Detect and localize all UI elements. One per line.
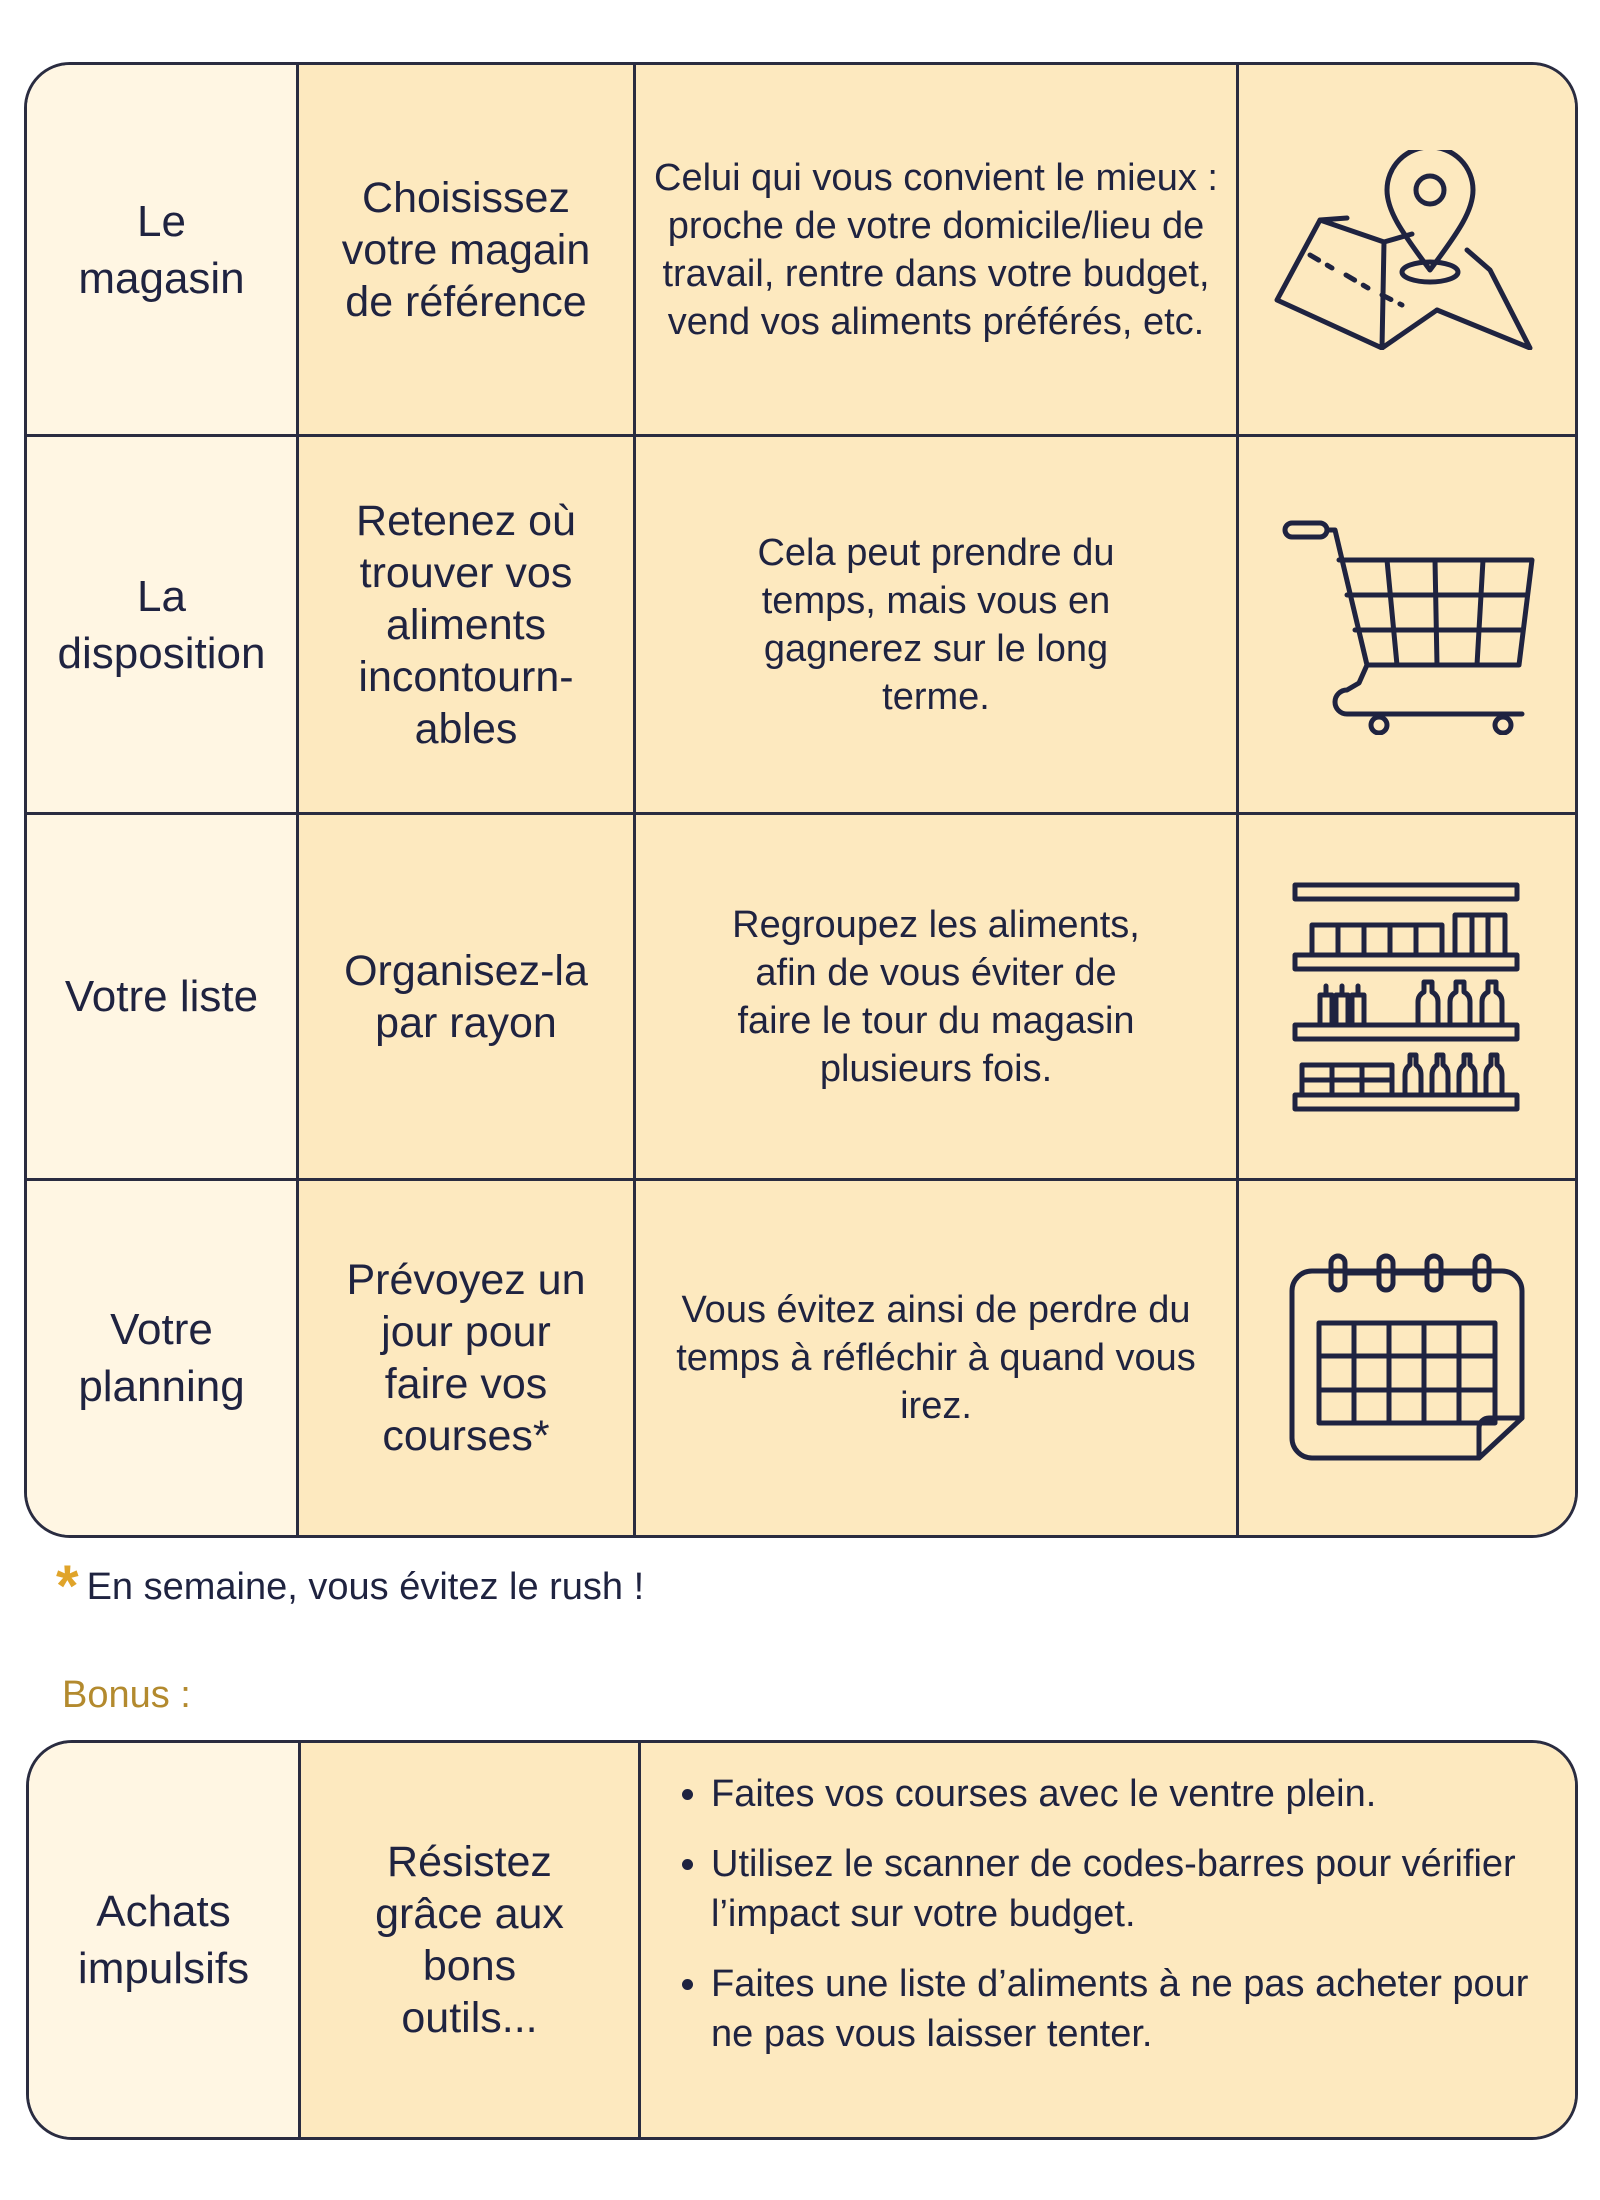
row-action-cell — [299, 65, 636, 437]
bonus-table — [26, 1740, 1578, 2140]
bonus-label: Achats impulsifs — [77, 1887, 250, 1993]
row-label: La disposition — [57, 571, 266, 678]
row-label: Votre planning — [78, 1305, 245, 1411]
shopping-cart-icon — [1277, 515, 1537, 735]
row-label-cell — [27, 1181, 299, 1535]
row-icon-cell — [1239, 437, 1575, 815]
row-description-cell — [636, 65, 1239, 437]
list-item: • Faites une liste d’aliments à ne pas acheter pour ne pas vous laisser tenter. — [711, 1959, 1545, 2059]
row-icon-cell — [1239, 65, 1575, 437]
bonus-tips-list — [671, 1769, 1545, 2059]
bonus-tips-cell — [641, 1743, 1575, 2137]
row-description: Regroupez les aliments, afin de vous éviter de faire le tour du magasin plusieurs fois. — [732, 903, 1140, 1090]
row-action: Choisissez votre magain de référence — [341, 173, 591, 326]
row-icon-cell — [1239, 815, 1575, 1181]
asterisk-icon: * — [56, 1554, 79, 1619]
row-action: Organisez-la par rayon — [344, 946, 588, 1047]
row-label-cell — [27, 65, 299, 437]
row-label: Le magasin — [78, 196, 245, 303]
list-item: • Faites vos courses avec le ventre plein. — [711, 1769, 1545, 1819]
row-action-cell — [299, 1181, 636, 1535]
footnote-text: En semaine, vous évitez le rush ! — [86, 1566, 645, 1608]
calendar-icon — [1287, 1253, 1527, 1463]
list-item: • Utilisez le scanner de codes-barres pour vérifier l’impact sur votre budget. — [711, 1839, 1545, 1939]
row-description: Celui qui vous convient le mieux : proche de votre domicile/lieu de travail, rentre dans votre budget, vend vos aliments préférés, etc. — [654, 156, 1218, 343]
map-pin-icon — [1272, 150, 1542, 350]
row-action: Retenez où trouver vos aliments incontourn-ables — [356, 496, 576, 753]
row-label-cell — [27, 437, 299, 815]
footnote — [56, 1554, 645, 1619]
bonus-action: Résistez grâce aux bons outils... — [375, 1838, 564, 2042]
bonus-title: Bonus : — [62, 1674, 191, 1716]
row-description-cell — [636, 437, 1239, 815]
row-description: Vous évitez ainsi de perdre du temps à réfléchir à quand vous irez. — [676, 1289, 1196, 1427]
bonus-label-cell — [29, 1743, 301, 2137]
row-description: Cela peut prendre du temps, mais vous en gagnerez sur le long terme. — [757, 531, 1115, 718]
row-action: Prévoyez un jour pour faire vos courses* — [346, 1256, 586, 1460]
row-icon-cell — [1239, 1181, 1575, 1535]
bonus-action-cell — [301, 1743, 641, 2137]
row-action-cell — [299, 815, 636, 1181]
store-shelves-icon — [1292, 882, 1522, 1112]
row-label: Votre liste — [64, 972, 259, 1021]
row-label-cell — [27, 815, 299, 1181]
row-description-cell — [636, 815, 1239, 1181]
row-action-cell — [299, 437, 636, 815]
tips-table — [24, 62, 1578, 1538]
row-description-cell — [636, 1181, 1239, 1535]
